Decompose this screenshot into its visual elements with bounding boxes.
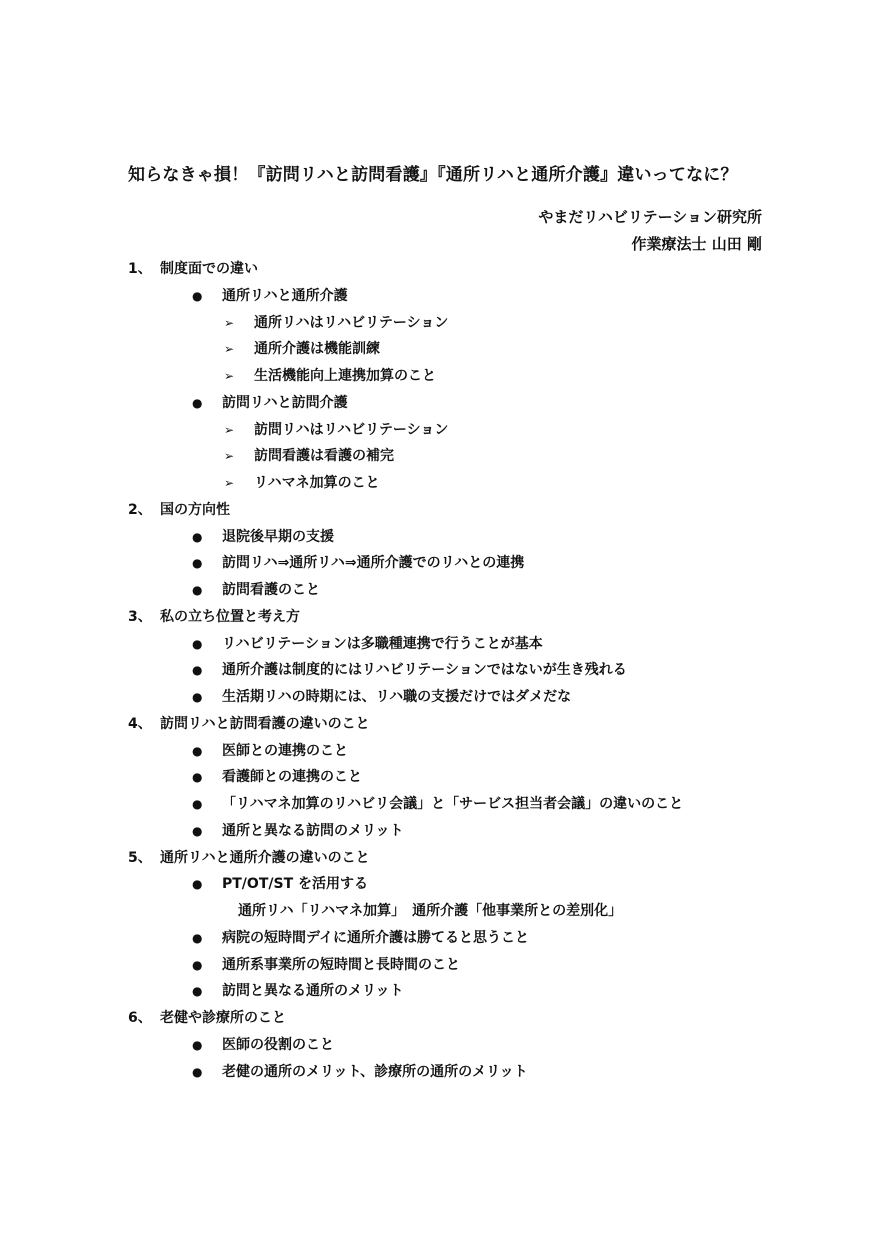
bullet-item (128, 631, 768, 658)
bullet-text: 通所と異なる訪問のメリット (222, 822, 404, 839)
outline (128, 256, 768, 1085)
bullet-text: 老健の通所のメリット、診療所の通所のメリット (222, 1063, 528, 1080)
section-heading (128, 256, 768, 283)
sub-item (128, 470, 768, 497)
bullet-item (128, 657, 768, 684)
bullet-icon: ● (192, 957, 203, 972)
section-heading (128, 604, 768, 631)
bullet-item (128, 524, 768, 551)
bullet-item (128, 684, 768, 711)
sub-item-text: 訪問看護は看護の補完 (254, 448, 394, 465)
bullet-text: 医師との連携のこと (222, 742, 348, 759)
bullet-icon: ● (192, 288, 203, 303)
bullet-item (128, 1032, 768, 1059)
bullet-item (128, 738, 768, 765)
bullet-text: 通所系事業所の短時間と長時間のこと (222, 956, 460, 973)
bullet-item (128, 925, 768, 952)
section-number: 5、 (128, 849, 152, 866)
bullet-icon: ● (192, 663, 203, 678)
arrow-icon: ➢ (224, 342, 235, 357)
sub-item (128, 363, 768, 390)
bullet-icon: ● (192, 770, 203, 785)
bullet-icon: ● (192, 797, 203, 811)
bullet-text: 退院後早期の支援 (222, 528, 334, 545)
arrow-icon: ➢ (224, 476, 235, 490)
bullet-icon: ● (192, 743, 203, 758)
section-title: 訪問リハと訪問看護の違いのこと (160, 715, 370, 732)
bullet-text: 通所リハと通所介護 (222, 287, 348, 304)
sub-item (128, 443, 768, 470)
sub-item (128, 310, 768, 337)
arrow-icon: ➢ (224, 315, 235, 330)
bullet-item (128, 978, 768, 1005)
bullet-icon: ● (192, 1064, 203, 1079)
sub-item (128, 336, 768, 363)
bullet-icon: ● (192, 636, 203, 651)
arrow-icon: ➢ (224, 422, 235, 437)
section-heading (128, 845, 768, 872)
bullet-item (128, 818, 768, 845)
bullet-text: 通所介護は制度的にはリハビリテーションではないが生き残れる (222, 662, 627, 679)
sub-item (128, 417, 768, 444)
author-name: 作業療法士 山田 剛 (631, 235, 762, 253)
bullet-icon: ● (192, 529, 203, 544)
sub-item-text: リハマネ加算のこと (254, 475, 380, 491)
bullet-item (128, 1059, 768, 1086)
bullet-item (128, 577, 768, 604)
bullet-text: 「リハマネ加算のリハビリ会議」と「サービス担当者会議」の違いのこと (222, 796, 684, 812)
section-heading (128, 497, 768, 524)
section-number: 1、 (128, 261, 152, 277)
bullet-icon: ● (192, 395, 203, 410)
bullet-text: 訪問リハと訪問介護 (222, 394, 348, 411)
bullet-item (128, 283, 768, 310)
bullet-text: リハビリテーションは多職種連携で行うことが基本 (222, 635, 543, 652)
bullet-item (128, 952, 768, 979)
bullet-text: 医師の役割のこと (222, 1036, 334, 1053)
section-heading (128, 1005, 768, 1032)
author-organization: やまだリハビリテーション研究所 (538, 208, 762, 226)
bullet-item (128, 550, 768, 577)
bullet-icon: ● (192, 556, 203, 571)
bullet-item (128, 791, 768, 818)
section-number: 4、 (128, 715, 152, 732)
bullet-text: PT/OT/ST を活用する (222, 876, 368, 893)
bullet-icon: ● (192, 690, 203, 704)
arrow-icon: ➢ (224, 449, 235, 464)
bullet-note: 通所リハ「リハマネ加算」 通所介護「他事業所との差別化」 (238, 903, 623, 919)
bullet-item (128, 871, 768, 898)
section-title: 国の方向性 (160, 501, 230, 518)
bullet-text: 看護師との連携のこと (222, 769, 362, 786)
bullet-text: 生活期リハの時期には、リハ職の支援だけではダメだな (222, 689, 572, 705)
document-title: 知らなきゃ損！『訪問リハと訪問看護』『通所リハと通所介護』違いってなに？ (128, 165, 738, 185)
sub-item-text: 通所リハはリハビリテーション (254, 314, 449, 331)
section-title: 私の立ち位置と考え方 (160, 608, 300, 625)
bullet-text: 訪問看護のこと (222, 582, 320, 598)
sub-item-text: 通所介護は機能訓練 (254, 341, 380, 358)
arrow-icon: ➢ (224, 369, 235, 383)
section-number: 3、 (128, 608, 152, 625)
section-title: 制度面での違い (160, 261, 258, 277)
bullet-text: 病院の短時間デイに通所介護は勝てると思うこと (222, 929, 530, 946)
section-number: 6、 (128, 1010, 152, 1026)
bullet-text: 訪問と異なる通所のメリット (222, 983, 404, 1000)
bullet-item (128, 390, 768, 417)
section-title: 老健や診療所のこと (160, 1010, 286, 1026)
section-heading (128, 711, 768, 738)
bullet-icon: ● (192, 1037, 203, 1052)
bullet-icon: ● (192, 984, 203, 999)
bullet-icon: ● (192, 877, 203, 892)
bullet-icon: ● (192, 583, 203, 597)
bullet-text: 訪問リハ⇒通所リハ⇒通所介護でのリハとの連携 (222, 555, 525, 572)
section-title: 通所リハと通所介護の違いのこと (160, 849, 370, 866)
bullet-icon: ● (192, 930, 203, 945)
sub-item-text: 生活機能向上連携加算のこと (254, 368, 436, 384)
bullet-icon: ● (192, 823, 203, 838)
sub-item-text: 訪問リハはリハビリテーション (254, 421, 449, 438)
bullet-item (128, 764, 768, 791)
section-number: 2、 (128, 501, 152, 518)
